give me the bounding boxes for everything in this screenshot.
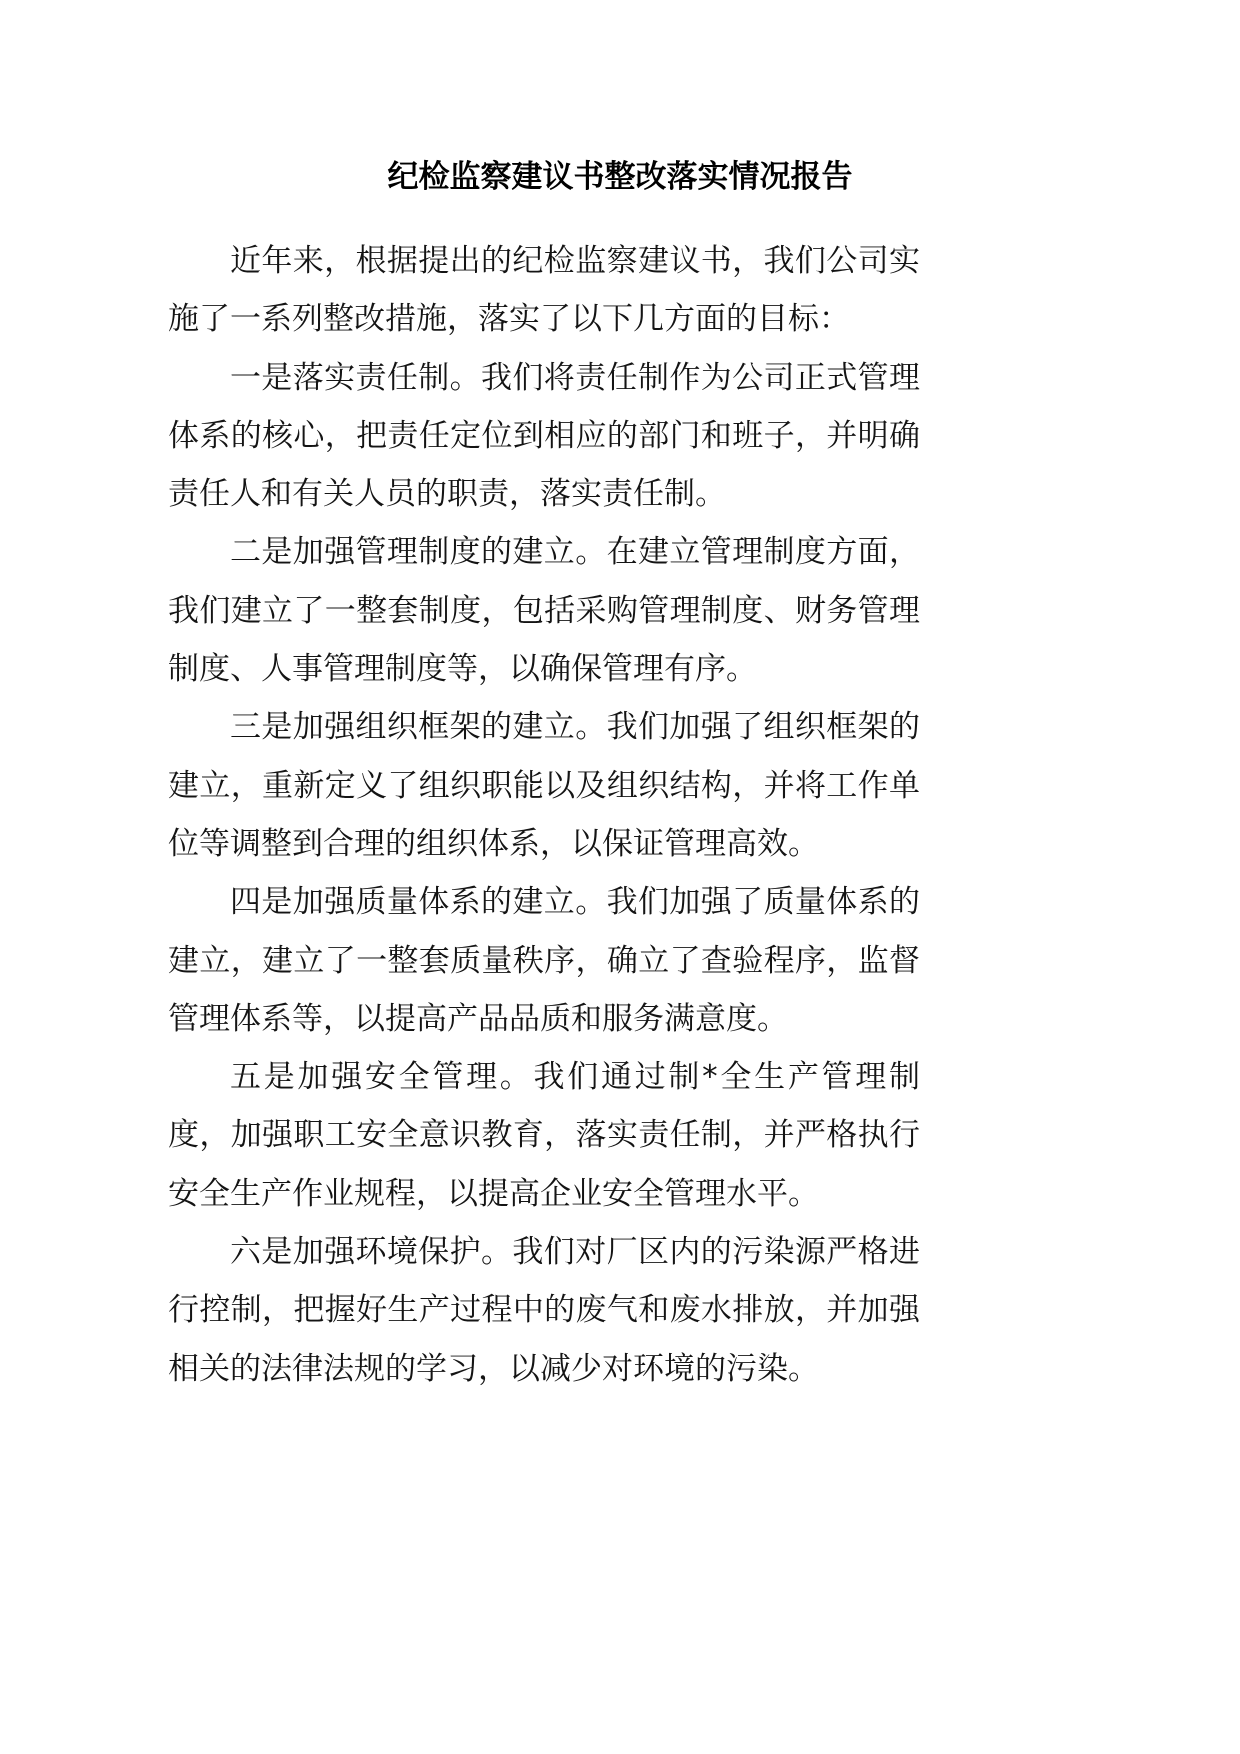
paragraph-1-responsibility: 一是落实责任制。我们将责任制作为公司正式管理体系的核心，把责任定位到相应的部门和班子，并明确责任人和有关人员的职责，落实责任制。 <box>168 359 920 513</box>
paragraph-5-safety: 五是加强安全管理。我们通过制*全生产管理制度，加强职工安全意识教育，落实责任制，并严格执行安全生产作业规程，以提高企业安全管理水平。 <box>168 1059 920 1212</box>
paragraph-3-organization: 三是加强组织框架的建立。我们加强了组织框架的建立，重新定义了组织职能以及组织结构，并将工作单位等调整到合理的组织体系，以保证管理高效。 <box>168 709 920 862</box>
paragraph-6-environment: 六是加强环境保护。我们对厂区内的污染源严格进行控制，把握好生产过程中的废气和废水排放，并加强相关的法律法规的学习，以减少对环境的污染。 <box>168 1234 920 1387</box>
document-body <box>168 232 920 1398</box>
paragraph-2-management-system: 二是加强管理制度的建立。在建立管理制度方面，我们建立了一整套制度，包括采购管理制度、财务管理制度、人事管理制度等，以确保管理有序。 <box>168 534 920 688</box>
paragraph-4-quality: 四是加强质量体系的建立。我们加强了质量体系的建立，建立了一整套质量秩序，确立了查验程序，监督管理体系等，以提高产品品质和服务满意度。 <box>168 884 920 1037</box>
document-title: 纪检监察建议书整改落实情况报告 <box>387 159 853 195</box>
paragraph-intro: 近年来，根据提出的纪检监察建议书，我们公司实施了一系列整改措施，落实了以下几方面的目标： <box>168 243 920 338</box>
